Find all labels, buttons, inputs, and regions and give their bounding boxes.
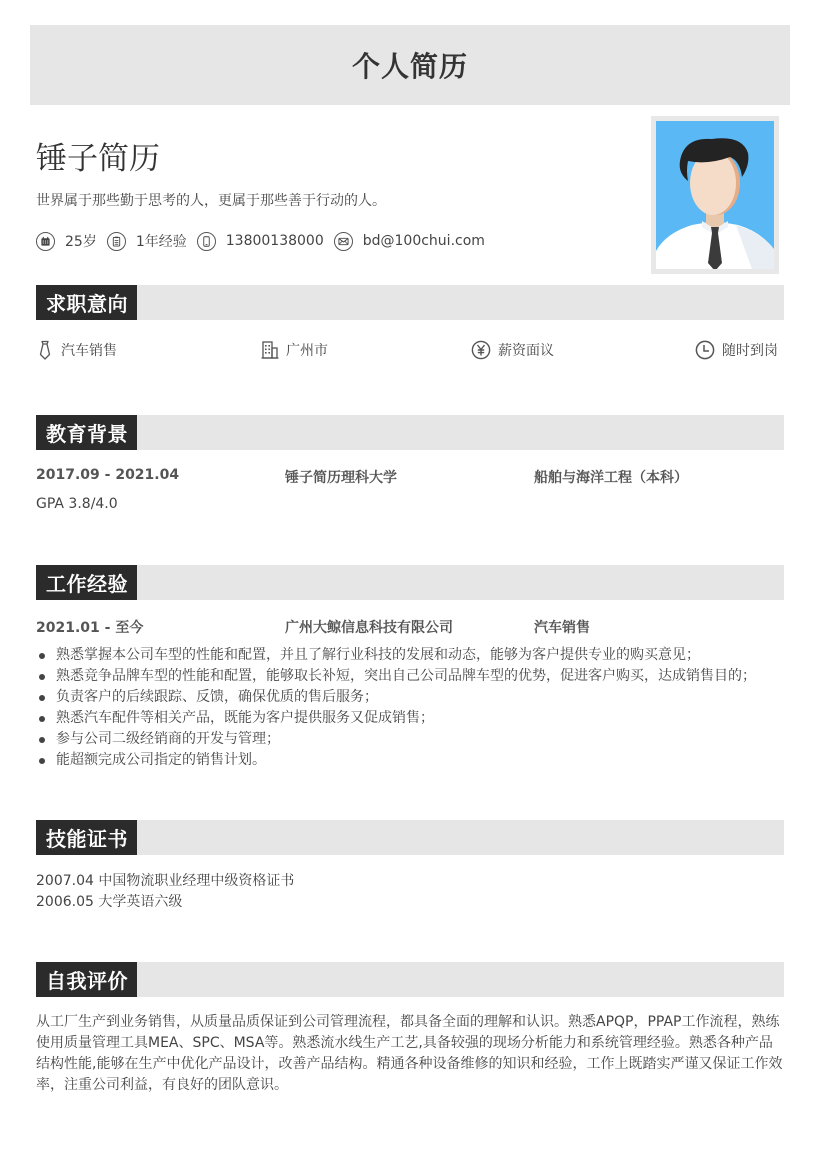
work-period: 2021.01 - 至今 — [36, 620, 144, 636]
phone-text[interactable]: 13800138000 — [225, 233, 324, 249]
avatar-image — [656, 121, 774, 269]
education-school: 锤子简历理科大学 — [285, 470, 397, 486]
section-title: 自我评价 — [36, 962, 137, 997]
intent-salary — [471, 340, 554, 360]
calendar-icon — [36, 232, 55, 251]
info-experience — [107, 231, 187, 251]
city-text: 广州市 — [286, 343, 328, 359]
education-gpa: GPA 3.8/4.0 — [36, 496, 118, 512]
salary-text: 薪资面议 — [498, 343, 554, 359]
document-icon — [107, 232, 126, 251]
section-skills-header — [36, 820, 784, 855]
position-text: 汽车销售 — [61, 343, 117, 359]
education-major: 船舶与海洋工程（本科） — [534, 470, 688, 486]
self-evaluation-text: 从工厂生产到业务销售，从质量品质保证到公司管理流程，都具备全面的理解和认识。熟悉APQP，PPAP工作流程，熟练使用质量管理工具MEA、SPC、MSA等。熟悉流水线生产工艺,具备较强的现场分析能力和系统管理经验。熟悉各种产品结构性能,能够在生产中优化产品设计，改善产品结构。精通各种设备维修的知识和经验，工作上既踏实严谨又保证工作效率，注重公司利益，有良好的团队意识。 — [36, 1014, 783, 1093]
list-item: 能超额完成公司指定的销售计划。 — [36, 750, 784, 771]
info-age — [36, 231, 97, 251]
work-duties — [36, 645, 784, 771]
age-text: 25岁 — [65, 234, 97, 250]
clock-icon — [695, 340, 715, 360]
candidate-name: 锤子简历 — [36, 141, 160, 177]
section-education-header — [36, 415, 784, 450]
skill-item: 2006.05 大学英语六级 — [36, 894, 183, 910]
motto: 世界属于那些勤于思考的人，更属于那些善于行动的人。 — [36, 193, 386, 209]
intent-availability — [695, 340, 778, 360]
job-intent-row — [36, 340, 784, 360]
list-item: 负责客户的后续跟踪、反馈，确保优质的售后服务； — [36, 687, 784, 708]
section-work-header — [36, 565, 784, 600]
section-title: 技能证书 — [36, 820, 137, 855]
list-item: 熟悉掌握本公司车型的性能和配置，并且了解行业科技的发展和动态，能够为客户提供专业的购买意见； — [36, 645, 784, 666]
intent-position — [36, 340, 117, 360]
list-item: 熟悉竞争品牌车型的性能和配置，能够取长补短，突出自己公司品牌车型的优势，促进客户购买，达成销售目的； — [36, 666, 784, 687]
page-header — [30, 25, 790, 105]
building-icon — [261, 340, 279, 360]
skill-item: 2007.04 中国物流职业经理中级资格证书 — [36, 873, 295, 889]
phone-icon — [197, 232, 216, 251]
section-intent-header — [36, 285, 784, 320]
avatar — [651, 116, 779, 274]
availability-text: 随时到岗 — [722, 343, 778, 359]
tie-icon — [36, 340, 54, 360]
section-title: 教育背景 — [36, 415, 137, 450]
experience-text: 1年经验 — [135, 234, 187, 250]
yen-icon — [471, 340, 491, 360]
list-item: 参与公司二级经销商的开发与管理； — [36, 729, 784, 750]
mail-icon — [334, 232, 353, 251]
section-title: 求职意向 — [36, 285, 137, 320]
basic-info — [36, 231, 495, 251]
work-role: 汽车销售 — [534, 620, 590, 636]
info-email — [334, 232, 485, 251]
list-item: 熟悉汽车配件等相关产品，既能为客户提供服务又促成销售； — [36, 708, 784, 729]
section-self-eval-header — [36, 962, 784, 997]
page-title: 个人简历 — [351, 50, 468, 83]
work-company: 广州大鲸信息科技有限公司 — [285, 620, 453, 636]
info-phone — [197, 232, 324, 251]
section-title: 工作经验 — [36, 565, 137, 600]
education-period: 2017.09 - 2021.04 — [36, 467, 180, 483]
email-text[interactable]: bd@100chui.com — [362, 233, 485, 249]
intent-city — [261, 340, 328, 360]
